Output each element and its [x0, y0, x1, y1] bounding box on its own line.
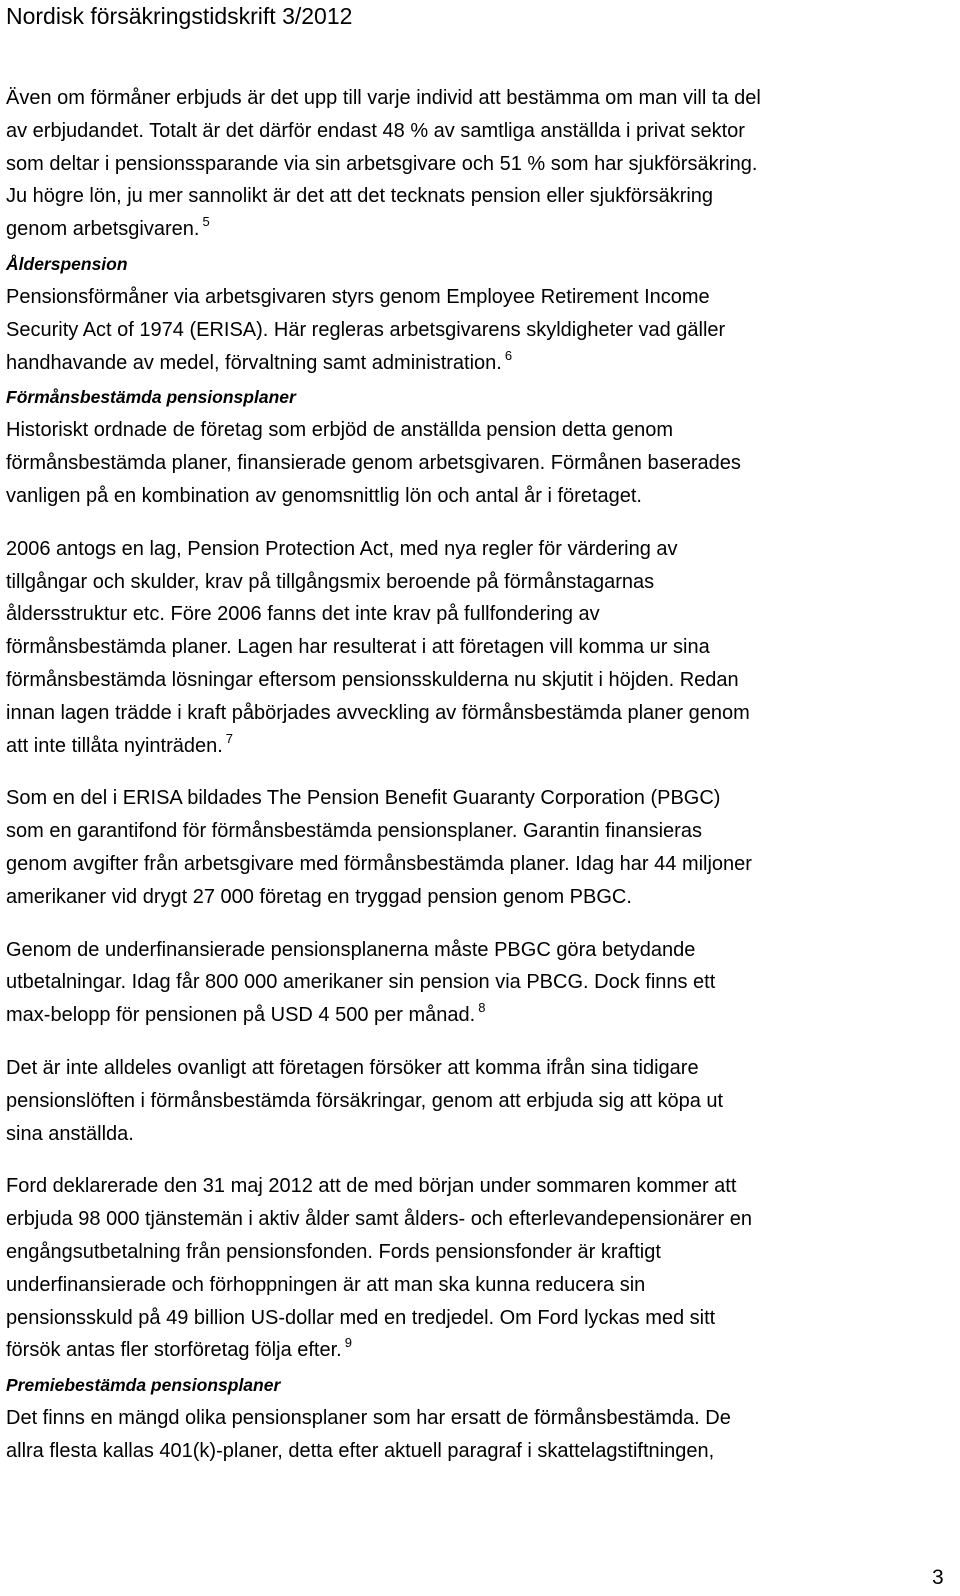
page-number: 3: [932, 1566, 944, 1589]
text-line: Ford deklarerade den 31 maj 2012 att de med början under sommaren kommer att: [6, 1175, 737, 1198]
text-line: förmånsbestämda lösningar eftersom pensionsskulderna nu skjutit i höjden. Redan: [6, 668, 739, 691]
paragraph-benefits-participation: [6, 82, 956, 246]
section-heading-premiebestamda: Premiebestämda pensionsplaner: [6, 1375, 281, 1396]
text-line: Pensionsförmåner via arbetsgivaren styrs genom Employee Retirement Income: [6, 285, 710, 308]
text-line: förmånsbestämda planer, finansierade genom arbetsgivaren. Förmånen baserades: [6, 452, 741, 475]
footnote-marker: 9: [344, 1335, 352, 1351]
text-line: [6, 999, 956, 1032]
document-body: [6, 82, 956, 1488]
text-line: som deltar i pensionssparande via sin arbetsgivare och 51 % som har sjukförsäkring.: [6, 152, 758, 175]
text-line: [6, 213, 956, 246]
footnote-marker: 7: [225, 730, 234, 746]
text-line: sina anställda.: [6, 1122, 134, 1145]
paragraph-buyouts: [6, 1052, 956, 1150]
text-line: förmånsbestämda planer. Lagen har resulterat i att företagen vill komma ur sina: [6, 636, 710, 659]
paragraph-historical-plans: [6, 414, 956, 512]
footnote-marker: 5: [202, 214, 210, 230]
text-line: [6, 730, 956, 763]
text-line: [6, 1334, 956, 1367]
text-line: pensionsskuld på 49 billion US-dollar med en tredjedel. Om Ford lyckas med sitt: [6, 1306, 716, 1329]
text-line-content: försök antas fler storföretag följa efter.: [6, 1339, 342, 1362]
text-line: Som en del i ERISA bildades The Pension Benefit Guaranty Corporation (PBGC): [6, 787, 721, 810]
paragraph-pbgc: [6, 782, 956, 913]
text-line: underfinansierade och förhoppningen är att man ska kunna reducera sin: [6, 1273, 646, 1296]
footnote-marker: 6: [504, 347, 513, 363]
journal-header: Nordisk försäkringstidskrift 3/2012: [6, 3, 353, 29]
paragraph-ford: [6, 1170, 956, 1367]
text-line: som en garantifond för förmånsbestämda pensionsplaner. Garantin finansieras: [6, 820, 702, 843]
section-heading-formansbestamda: Förmånsbestämda pensionsplaner: [6, 387, 296, 408]
text-line: 2006 antogs en lag, Pension Protection Act, med nya regler för värdering av: [6, 537, 678, 560]
text-line-content: att inte tillåta nyinträden.: [6, 734, 223, 757]
text-line: erbjuda 98 000 tjänstemän i aktiv ålder samt ålders- och efterlevandepensionärer en: [6, 1208, 752, 1231]
paragraph-underfunded-plans: [6, 934, 956, 1032]
text-line: Det är inte alldeles ovanligt att företagen försöker att komma ifrån sina tidigare: [6, 1056, 699, 1079]
text-line: Det finns en mängd olika pensionsplaner som har ersatt de förmånsbestämda. De: [6, 1407, 731, 1430]
text-line: Genom de underfinansierade pensionsplanerna måste PBGC göra betydande: [6, 938, 696, 961]
paragraph-pension-protection-act: [6, 533, 956, 763]
text-line: utbetalningar. Idag får 800 000 amerikaner sin pension via PBCG. Dock finns ett: [6, 971, 716, 994]
section-heading-alderspension: Ålderspension: [6, 253, 128, 274]
text-line: tillgångar och skulder, krav på tillgångsmix beroende på förmånstagarnas: [6, 570, 655, 593]
text-line: genom avgifter från arbetsgivare med förmånsbestämda planer. Idag har 44 miljoner: [6, 852, 752, 875]
footnote-marker: 8: [478, 1000, 486, 1016]
text-line: Historiskt ordnade de företag som erbjöd de anställda pension detta genom: [6, 419, 674, 442]
text-line: Ju högre lön, ju mer sannolikt är det att det tecknats pension eller sjukförsäkring: [6, 185, 714, 208]
text-line: åldersstruktur etc. Före 2006 fanns det inte krav på fullfondering av: [6, 603, 600, 626]
paragraph-erisa: [6, 281, 956, 379]
text-line: engångsutbetalning från pensionsfonden. Fords pensionsfonder är kraftigt: [6, 1240, 661, 1263]
paragraph-401k: [6, 1402, 956, 1468]
text-line: Även om förmåner erbjuds är det upp till varje individ att bestämma om man vill ta del: [6, 87, 761, 109]
text-line: av erbjudandet. Totalt är det därför endast 48 % av samtliga anställda i privat sektor: [6, 119, 745, 142]
text-line: allra flesta kallas 401(k)-planer, detta efter aktuell paragraf i skattelagstiftningen,: [6, 1439, 715, 1462]
text-line-content: genom arbetsgivaren.: [6, 218, 200, 241]
text-line: vanligen på en kombination av genomsnittlig lön och antal år i företaget.: [6, 484, 642, 507]
text-line: amerikaner vid drygt 27 000 företag en tryggad pension genom PBGC.: [6, 885, 632, 908]
text-line-content: handhavande av medel, förvaltning samt administration.: [6, 351, 502, 374]
text-line: Security Act of 1974 (ERISA). Här regleras arbetsgivarens skyldigheter vad gäller: [6, 318, 726, 341]
text-line: innan lagen trädde i kraft påbörjades avveckling av förmånsbestämda planer genom: [6, 701, 750, 724]
text-line-content: max-belopp för pensionen på USD 4 500 per månad.: [6, 1004, 476, 1027]
text-line: pensionslöften i förmånsbestämda försäkringar, genom att erbjuda sig att köpa ut: [6, 1089, 724, 1112]
text-line: [6, 347, 956, 380]
